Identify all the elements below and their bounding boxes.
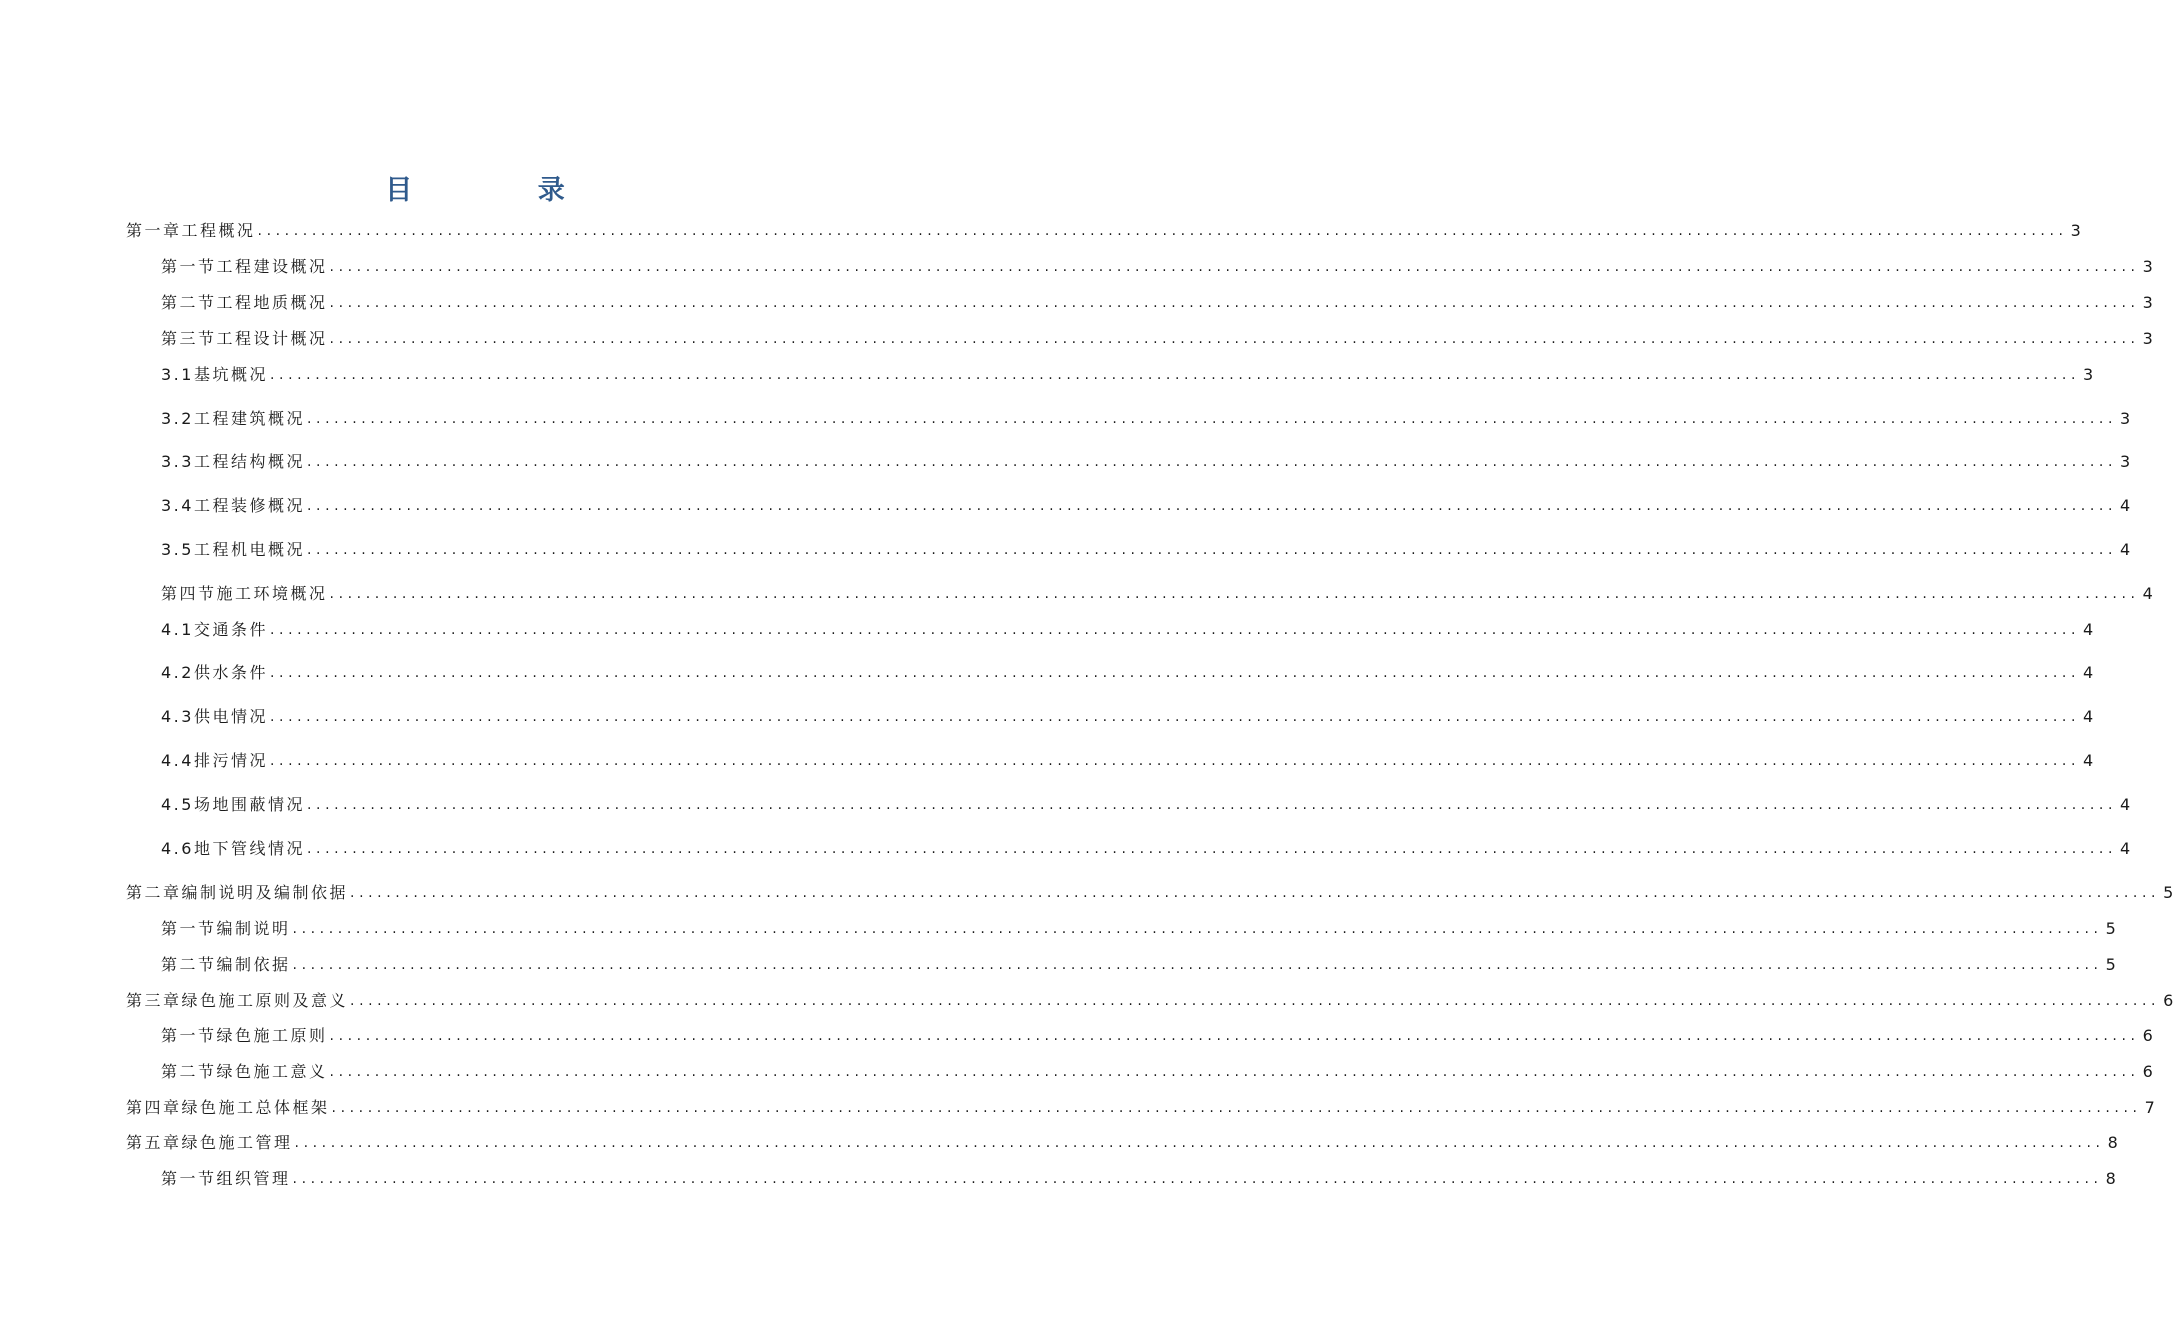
toc-entry[interactable] bbox=[161, 835, 2131, 859]
toc-entry[interactable] bbox=[161, 1058, 2153, 1082]
toc-entry-page: 3 bbox=[2070, 221, 2081, 240]
dot-leader: ........................................................................................................................................................................................................ bbox=[292, 957, 2103, 973]
toc-entry-label: 4.3 bbox=[161, 707, 194, 726]
toc-entry-page: 4 bbox=[2120, 496, 2131, 515]
toc-entry-text: 绿色施工原则及意义 bbox=[181, 991, 349, 1010]
dot-leader: ........................................................................................................................................................................................................ bbox=[329, 1064, 2140, 1080]
toc-entry-page: 6 bbox=[2163, 991, 2173, 1010]
toc-entry-label: 第一节 bbox=[161, 919, 217, 938]
dot-leader: ........................................................................................................................................................................................................ bbox=[306, 542, 2118, 558]
toc-entry-text: 工程机电概况 bbox=[193, 540, 305, 559]
toc-entry-text: 工程建筑概况 bbox=[193, 409, 305, 428]
toc-entry-text: 场地围蔽情况 bbox=[193, 795, 305, 814]
toc-entry-text: 工程概况 bbox=[181, 221, 256, 240]
toc-entry-text: 工程结构概况 bbox=[193, 452, 305, 471]
toc-entry[interactable] bbox=[161, 289, 2153, 313]
toc-entry[interactable] bbox=[161, 361, 2094, 385]
toc-entry-text: 施工环境概况 bbox=[216, 584, 328, 603]
toc-entry-label: 第二章 bbox=[126, 883, 182, 902]
toc-title: 目 录 bbox=[385, 175, 623, 206]
dot-leader: ........................................................................................................................................................................................................ bbox=[269, 709, 2081, 725]
dot-leader: ........................................................................................................................................................................................................ bbox=[350, 885, 2161, 901]
dot-leader: ........................................................................................................................................................................................................ bbox=[329, 586, 2140, 602]
toc-entry-page: 3 bbox=[2142, 329, 2153, 348]
toc-entry-label: 第四节 bbox=[161, 584, 217, 603]
toc-entry-page: 8 bbox=[2107, 1133, 2118, 1152]
toc-entry-page: 7 bbox=[2144, 1098, 2155, 1117]
toc-entry-label: 第一节 bbox=[161, 1169, 217, 1188]
toc-entry-page: 5 bbox=[2105, 955, 2116, 974]
toc-entry-label: 4.4 bbox=[161, 751, 194, 770]
dot-leader: ........................................................................................................................................................................................................ bbox=[306, 454, 2118, 470]
toc-entry-text: 组织管理 bbox=[216, 1169, 291, 1188]
toc-entry-label: 第一节 bbox=[161, 1026, 217, 1045]
toc-entry-label: 4.5 bbox=[161, 795, 194, 814]
toc-entry[interactable] bbox=[161, 253, 2153, 277]
dot-leader: ........................................................................................................................................................................................................ bbox=[306, 841, 2118, 857]
toc-entry[interactable] bbox=[161, 1165, 2116, 1189]
toc-entry-page: 4 bbox=[2120, 795, 2131, 814]
toc-entry-label: 第四章 bbox=[126, 1098, 182, 1117]
toc-entry-text: 绿色施工意义 bbox=[216, 1062, 328, 1081]
toc-entry-label: 3.1 bbox=[161, 365, 194, 384]
toc-entry-label: 第一节 bbox=[161, 257, 217, 276]
toc-entry[interactable] bbox=[161, 405, 2131, 429]
toc-entry-page: 4 bbox=[2083, 751, 2094, 770]
toc-entry-page: 4 bbox=[2120, 540, 2131, 559]
toc-entry[interactable] bbox=[161, 915, 2116, 939]
toc-entry-page: 4 bbox=[2083, 620, 2094, 639]
dot-leader: ........................................................................................................................................................................................................ bbox=[269, 753, 2081, 769]
toc-entry-text: 排污情况 bbox=[193, 751, 268, 770]
toc-entry-label: 第二节 bbox=[161, 1062, 217, 1081]
dot-leader: ........................................................................................................................................................................................................ bbox=[292, 921, 2103, 937]
toc-entry-text: 供水条件 bbox=[193, 663, 268, 682]
dot-leader: ........................................................................................................................................................................................................ bbox=[329, 295, 2140, 311]
toc-entry-label: 4.1 bbox=[161, 620, 194, 639]
dot-leader: ........................................................................................................................................................................................................ bbox=[306, 498, 2118, 514]
toc-entry-text: 基坑概况 bbox=[193, 365, 268, 384]
toc-entry-label: 第二节 bbox=[161, 955, 217, 974]
toc-entry-text: 工程地质概况 bbox=[216, 293, 328, 312]
dot-leader: ........................................................................................................................................................................................................ bbox=[269, 665, 2081, 681]
toc-entry[interactable] bbox=[161, 536, 2131, 560]
toc-entry-label: 第三节 bbox=[161, 329, 217, 348]
dot-leader: ........................................................................................................................................................................................................ bbox=[292, 1171, 2103, 1187]
dot-leader: ........................................................................................................................................................................................................ bbox=[269, 622, 2081, 638]
toc-entry-label: 3.2 bbox=[161, 409, 194, 428]
toc-entry-label: 4.6 bbox=[161, 839, 194, 858]
toc-entry-text: 工程设计概况 bbox=[216, 329, 328, 348]
toc-entry[interactable] bbox=[126, 1129, 2118, 1153]
toc-entry-page: 3 bbox=[2120, 409, 2131, 428]
dot-leader: ........................................................................................................................................................................................................ bbox=[306, 411, 2118, 427]
dot-leader: ........................................................................................................................................................................................................ bbox=[329, 331, 2140, 347]
toc-entry-label: 第三章 bbox=[126, 991, 182, 1010]
toc-entry-label: 4.2 bbox=[161, 663, 194, 682]
toc-entry-text: 绿色施工总体框架 bbox=[181, 1098, 330, 1117]
toc-entry-text: 编制说明 bbox=[216, 919, 291, 938]
toc-entry-page: 5 bbox=[2105, 919, 2116, 938]
toc-entry-text: 绿色施工原则 bbox=[216, 1026, 328, 1045]
toc-entry[interactable] bbox=[161, 703, 2094, 727]
toc-entry-label: 3.4 bbox=[161, 496, 194, 515]
toc-entry-page: 3 bbox=[2083, 365, 2094, 384]
dot-leader: ........................................................................................................................................................................................................ bbox=[350, 993, 2161, 1009]
toc-entry[interactable] bbox=[161, 747, 2094, 771]
toc-entry[interactable] bbox=[126, 879, 2173, 903]
toc-entry-label: 3.3 bbox=[161, 452, 194, 471]
toc-entry-text: 交通条件 bbox=[193, 620, 268, 639]
toc-entry[interactable] bbox=[161, 659, 2094, 683]
toc-entry-text: 编制依据 bbox=[216, 955, 291, 974]
toc-entry-page: 6 bbox=[2142, 1062, 2153, 1081]
toc-entry[interactable] bbox=[161, 1022, 2153, 1046]
toc-entry[interactable] bbox=[161, 951, 2116, 975]
toc-entry-text: 工程建设概况 bbox=[216, 257, 328, 276]
toc-entry-page: 3 bbox=[2120, 452, 2131, 471]
toc-entry-page: 4 bbox=[2083, 707, 2094, 726]
dot-leader: ........................................................................................................................................................................................................ bbox=[257, 223, 2068, 239]
dot-leader: ........................................................................................................................................................................................................ bbox=[306, 797, 2118, 813]
dot-leader: ........................................................................................................................................................................................................ bbox=[331, 1100, 2142, 1116]
toc-entry-page: 6 bbox=[2142, 1026, 2153, 1045]
dot-leader: ........................................................................................................................................................................................................ bbox=[329, 1028, 2140, 1044]
toc-entry[interactable] bbox=[126, 987, 2173, 1011]
toc-entry-page: 3 bbox=[2142, 293, 2153, 312]
toc-entry[interactable] bbox=[126, 1094, 2155, 1118]
toc-entry[interactable] bbox=[161, 492, 2131, 516]
toc-entry-label: 第二节 bbox=[161, 293, 217, 312]
dot-leader: ........................................................................................................................................................................................................ bbox=[329, 259, 2140, 275]
toc-entry-text: 工程装修概况 bbox=[193, 496, 305, 515]
toc-entry-page: 5 bbox=[2163, 883, 2173, 902]
toc-entry-page: 3 bbox=[2142, 257, 2153, 276]
toc-entry[interactable] bbox=[161, 325, 2153, 349]
toc-entry[interactable] bbox=[161, 580, 2153, 604]
toc-entry-text: 绿色施工管理 bbox=[181, 1133, 293, 1152]
toc-entry-text: 编制说明及编制依据 bbox=[181, 883, 349, 902]
toc-entry-page: 4 bbox=[2142, 584, 2153, 603]
toc-entry[interactable] bbox=[161, 791, 2131, 815]
toc-entry[interactable] bbox=[126, 217, 2081, 241]
toc-entry-text: 地下管线情况 bbox=[193, 839, 305, 858]
toc-entry-page: 4 bbox=[2120, 839, 2131, 858]
toc-entry[interactable] bbox=[161, 616, 2094, 640]
toc-entry-label: 第五章 bbox=[126, 1133, 182, 1152]
dot-leader: ........................................................................................................................................................................................................ bbox=[294, 1135, 2105, 1151]
toc-entry-label: 第一章 bbox=[126, 221, 182, 240]
toc-entry-page: 8 bbox=[2105, 1169, 2116, 1188]
dot-leader: ........................................................................................................................................................................................................ bbox=[269, 367, 2081, 383]
toc-entry-page: 4 bbox=[2083, 663, 2094, 682]
toc-entry[interactable] bbox=[161, 448, 2131, 472]
toc-entry-text: 供电情况 bbox=[193, 707, 268, 726]
toc-entry-label: 3.5 bbox=[161, 540, 194, 559]
